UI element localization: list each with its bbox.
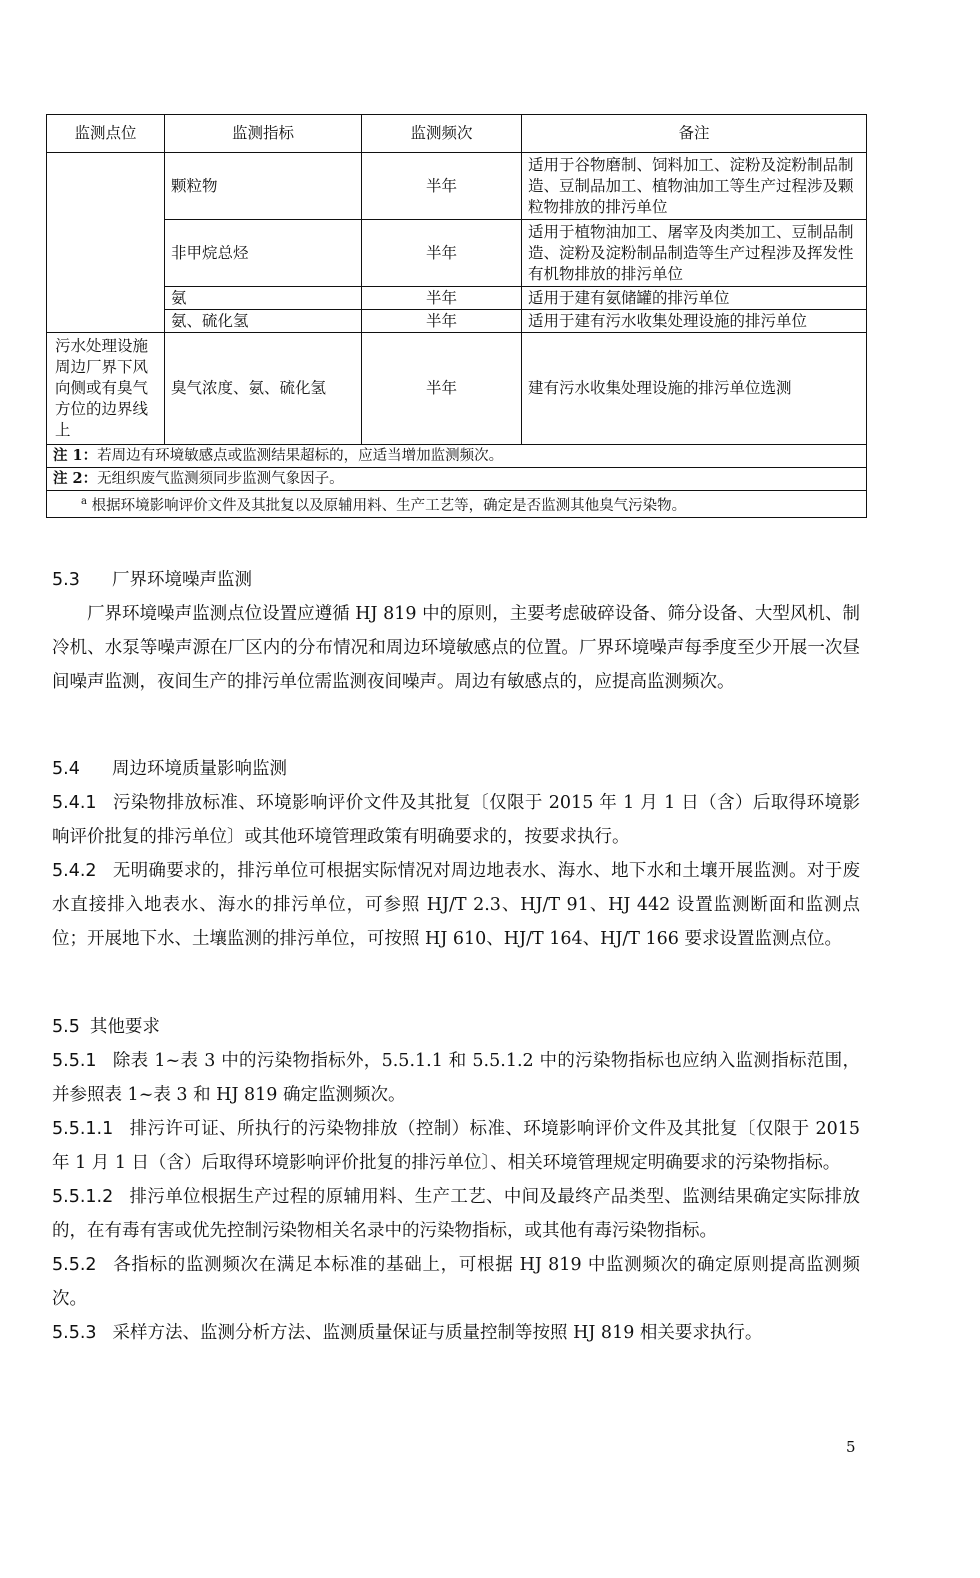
indicator-cell: 氨、硫化氢 [165,310,362,333]
remark-cell: 适用于建有氨储罐的排污单位 [522,287,867,310]
clause-number: 5.5.1 [52,1051,97,1071]
paragraph-5-4-1 [52,786,860,854]
clause-number: 5.5.1.1 [52,1119,114,1139]
note-2-label: 注 2： [53,470,98,487]
section-title: 周边环境质量影响监测 [112,759,287,779]
header-remark: 备注 [522,115,867,153]
clause-text: 污染物排放标准、环境影响评价文件及其批复〔仅限于 2015 年 1 月 1 日（含）后取得环境影响评价批复的排污单位〕或其他环境管理政策有明确要求的，按要求执行。 [52,793,860,847]
section-title: 厂界环境噪声监测 [112,570,252,590]
clause-text: 排污许可证、所执行的污染物排放（控制）标准、环境影响评价文件及其批复〔仅限于 2015 年 1 月 1 日（含）后取得环境影响评价批复的排污单位〕、相关环境管理规定明确要求的污染物指标。 [52,1119,860,1173]
table-row [47,310,867,333]
note-3-text: 根据环境影响评价文件及其批复以及原辅用料、生产工艺等，确定是否监测其他臭气污染物。 [91,497,687,514]
note-1 [47,445,866,468]
frequency-cell: 半年 [362,310,522,333]
note-1-label: 注 1： [53,447,98,464]
clause-text: 除表 1~表 3 中的污染物指标外，5.5.1.1 和 5.5.1.2 中的污染物指标也应纳入监测指标范围，并参照表 1~表 3 和 HJ 819 确定监测频次。 [52,1051,860,1105]
paragraph-5-5-3 [52,1316,860,1350]
indicator-cell: 氨 [165,287,362,310]
section-number: 5.5 [52,1017,80,1037]
header-indicator: 监测指标 [165,115,362,153]
indicator-cell: 非甲烷总烃 [165,220,362,287]
section-heading [52,1010,860,1044]
section-heading [52,563,860,597]
section-5-5 [52,1010,860,1350]
frequency-cell: 半年 [362,333,522,445]
page-number: 5 [846,1438,856,1456]
clause-text: 排污单位根据生产过程的原辅用料、生产工艺、中间及最终产品类型、监测结果确定实际排放的，在有毒有害或优先控制污染物相关名录中的污染物指标，或其他有毒污染物指标。 [52,1187,860,1241]
clause-text: 采样方法、监测分析方法、监测质量保证与质量控制等按照 HJ 819 相关要求执行。 [112,1323,763,1343]
indicator-cell: 臭气浓度、氨、硫化氢 [165,333,362,445]
section-number: 5.4 [52,759,80,779]
note-3-superscript: a [81,496,87,507]
indicator-cell: 颗粒物 [165,153,362,220]
paragraph-5-5-2 [52,1248,860,1316]
point-cell-empty [47,153,165,333]
paragraph: 厂界环境噪声监测点位设置应遵循 HJ 819 中的原则，主要考虑破碎设备、筛分设备、大型风机、制冷机、水泵等噪声源在厂区内的分布情况和周边环境敏感点的位置。厂界环境噪声每季度至少开展一次昼间噪声监测，夜间生产的排污单位需监测夜间噪声。周边有敏感点的，应提高监测频次。 [52,604,860,692]
table-row [47,287,867,310]
note-2 [47,468,866,491]
clause-number: 5.4.2 [52,861,97,881]
table-row [47,333,867,445]
paragraph-5-4-2 [52,854,860,956]
table-header-row [47,115,867,153]
clause-number: 5.5.3 [52,1323,97,1343]
note-2-text: 无组织废气监测须同步监测气象因子。 [97,471,344,487]
frequency-cell: 半年 [362,220,522,287]
header-frequency: 监测频次 [362,115,522,153]
section-5-4 [52,752,860,956]
table-row [47,153,867,220]
note-3 [47,491,866,517]
notes-cell [47,445,867,518]
paragraph-5-5-1-2 [52,1180,860,1248]
note-1-text: 若周边有环境敏感点或监测结果超标的，应适当增加监测频次。 [97,448,504,464]
section-number: 5.3 [52,570,80,590]
section-5-3 [52,563,860,699]
clause-number: 5.5.2 [52,1255,97,1275]
monitoring-table [46,114,867,518]
remark-cell: 适用于谷物磨制、饲料加工、淀粉及淀粉制品制造、豆制品加工、植物油加工等生产过程涉及颗粒物排放的排污单位 [522,153,867,220]
clause-text: 各指标的监测频次在满足本标准的基础上，可根据 HJ 819 中监测频次的确定原则提高监测频次。 [52,1255,860,1309]
point-cell: 污水处理设施周边厂界下风向侧或有臭气方位的边界线上 [47,333,165,445]
notes-row [47,445,867,518]
frequency-cell: 半年 [362,287,522,310]
paragraph-5-5-1-1 [52,1112,860,1180]
table-row [47,220,867,287]
clause-number: 5.5.1.2 [52,1187,114,1207]
section-heading [52,752,860,786]
header-point: 监测点位 [47,115,165,153]
clause-text: 无明确要求的，排污单位可根据实际情况对周边地表水、海水、地下水和土壤开展监测。对于废水直接排入地表水、海水的排污单位，可参照 HJ/T 2.3、HJ/T 91、HJ 442 设置监测断面和监测点位；开展地下水、土壤监测的排污单位，可按照 HJ 610、HJ/T 164、HJ/T 166 要求设置监测点位。 [52,861,860,949]
section-title: 其他要求 [89,1017,160,1037]
frequency-cell: 半年 [362,153,522,220]
clause-number: 5.4.1 [52,793,97,813]
paragraph-5-5-1 [52,1044,860,1112]
remark-cell: 建有污水收集处理设施的排污单位选测 [522,333,867,445]
remark-cell: 适用于植物油加工、屠宰及肉类加工、豆制品制造、淀粉及淀粉制品制造等生产过程涉及挥发性有机物排放的排污单位 [522,220,867,287]
remark-cell: 适用于建有污水收集处理设施的排污单位 [522,310,867,333]
